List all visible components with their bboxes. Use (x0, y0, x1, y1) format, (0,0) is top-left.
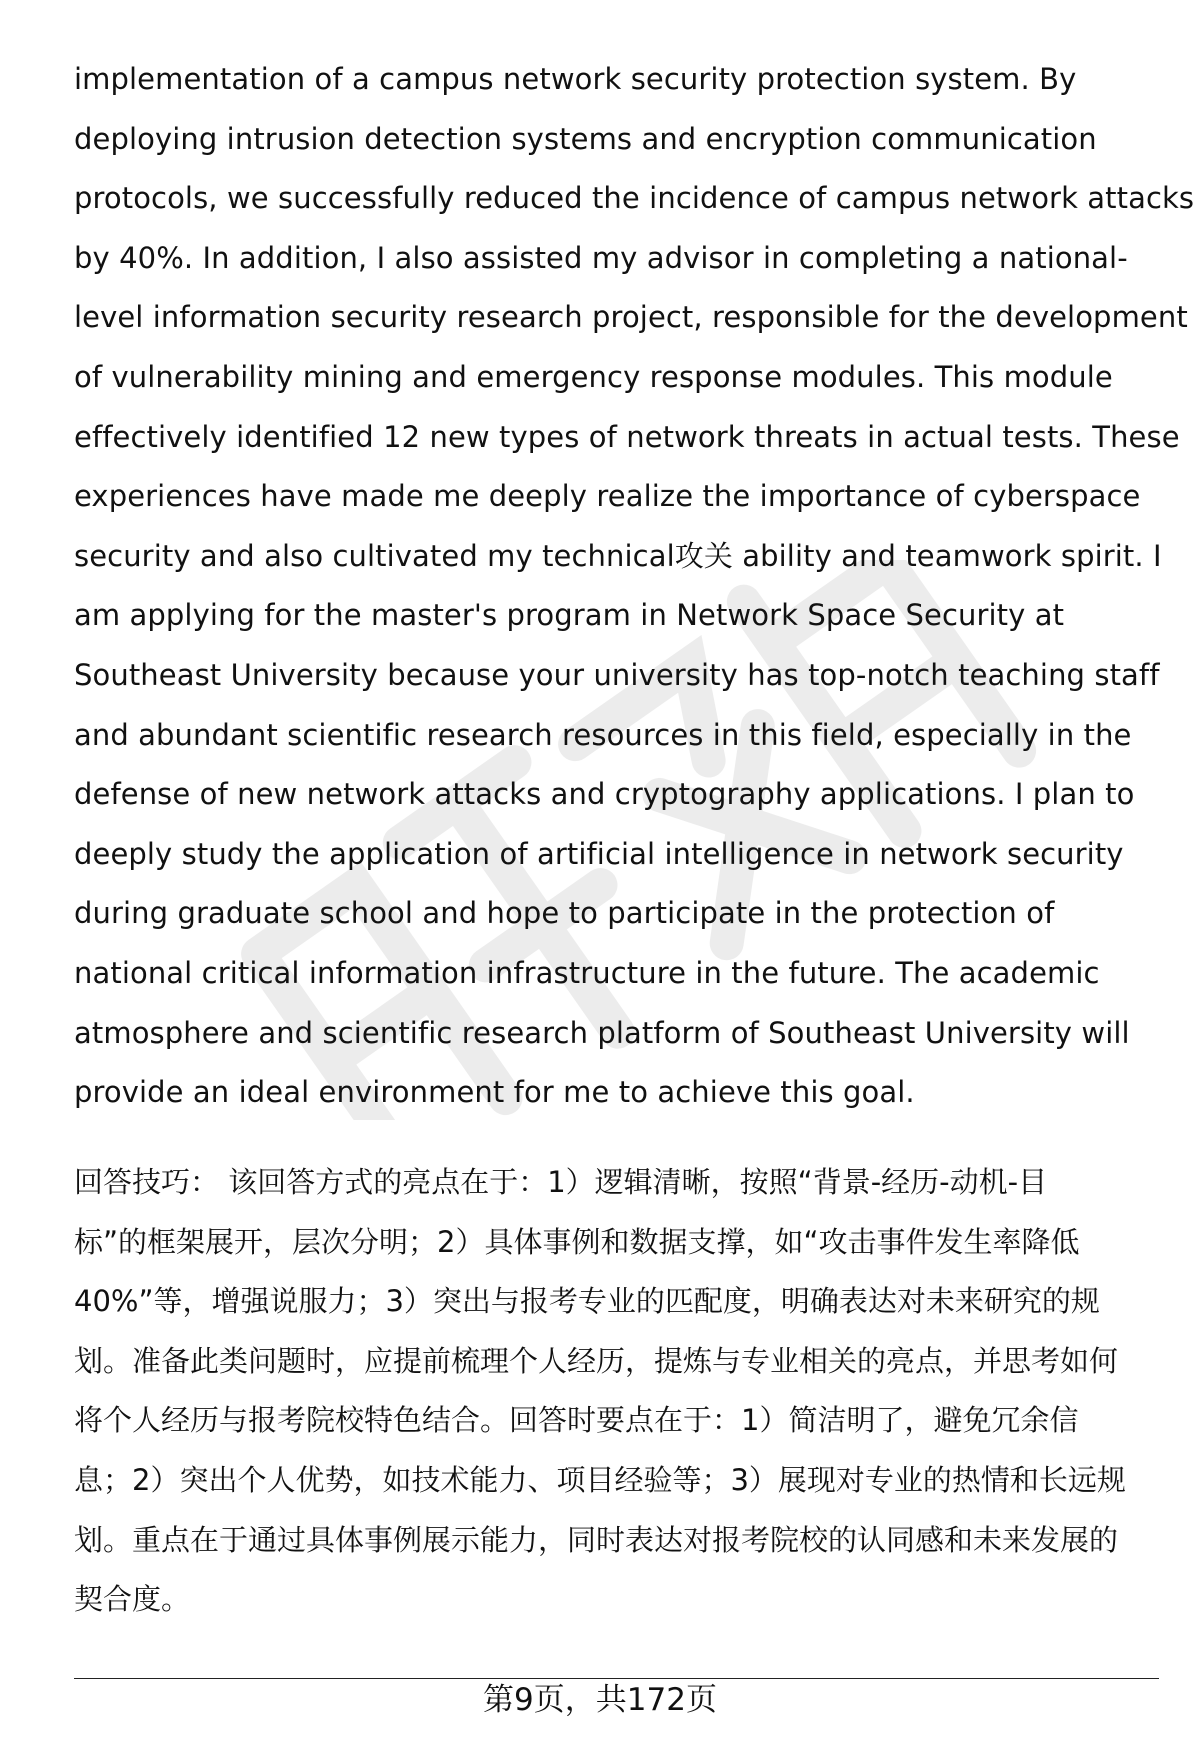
body-line: effectively identified 12 new types of network threats in actual tests. These (74, 419, 1180, 454)
body-line: security and also cultivated my technical攻关 ability and teamwork spirit. I (74, 538, 1162, 573)
body-line: experiences have made me deeply realize the importance of cyberspace (74, 479, 1141, 514)
tips-line: 划。重点在于通过具体事例展示能力，同时表达对报考院校的认同感和未来发展的 (74, 1522, 1119, 1557)
body-line: provide an ideal environment for me to achieve this goal. (74, 1075, 915, 1110)
body-line: deeply study the application of artificial intelligence in network security (74, 836, 1124, 871)
body-line: atmosphere and scientific research platform of Southeast University will (74, 1015, 1130, 1050)
tips-line: 划。准备此类问题时，应提前梳理个人经历，提炼与专业相关的亮点，并思考如何 (74, 1343, 1119, 1378)
body-line: implementation of a campus network security protection system. By (74, 62, 1077, 96)
body-line: by 40%. In addition, I also assisted my advisor in completing a national- (74, 240, 1128, 275)
body-line: protocols, we successfully reduced the incidence of campus network attacks (74, 181, 1195, 216)
tips-line: 标”的框架展开，层次分明；2）具体事例和数据支撑，如“攻击事件发生率降低 (74, 1224, 1080, 1259)
page-number: 第9页，共172页 (483, 1682, 717, 1718)
body-line: during graduate school and hope to participate in the protection of (74, 896, 1055, 931)
body-line: Southeast University because your university has top-notch teaching staff (74, 657, 1160, 692)
body-line: national critical information infrastructure in the future. The academic (74, 955, 1100, 990)
tips-line: 回答技巧： 该回答方式的亮点在于：1）逻辑清晰，按照“背景-经历-动机-目 (74, 1165, 1048, 1199)
answer-body (74, 50, 1195, 1123)
body-line: of vulnerability mining and emergency response modules. This module (74, 359, 1113, 394)
footer-divider (74, 1678, 1159, 1679)
tips-line: 契合度。 (74, 1582, 191, 1617)
body-line: level information security research project, responsible for the development (74, 300, 1188, 335)
body-line: am applying for the master's program in Network Space Security at (74, 598, 1065, 633)
body-line: and abundant scientific research resources in this field, especially in the (74, 717, 1132, 752)
body-line: defense of new network attacks and cryptography applications. I plan to (74, 777, 1135, 812)
tips-line: 息；2）突出个人优势，如技术能力、项目经验等；3）展现对专业的热情和长远规 (74, 1462, 1126, 1497)
tips-line: 40%”等，增强说服力；3）突出与报考专业的匹配度，明确表达对未来研究的规 (74, 1284, 1100, 1319)
body-line: deploying intrusion detection systems and encryption communication (74, 121, 1097, 156)
tips-line: 将个人经历与报考院校特色结合。回答时要点在于：1）简洁明了，避免冗余信 (74, 1403, 1079, 1438)
answer-tips (74, 1153, 1159, 1630)
